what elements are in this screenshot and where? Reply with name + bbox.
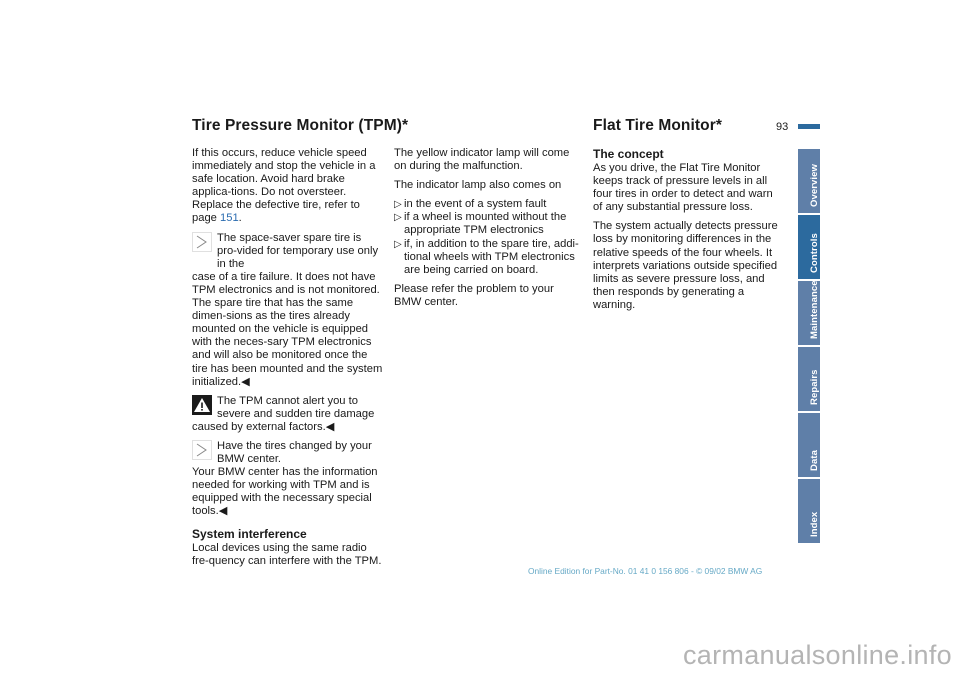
bullet-arrow-icon: ▷ [394, 212, 402, 224]
tab-data[interactable]: Data [798, 413, 820, 477]
page-heading-flat-tire: Flat Tire Monitor* [593, 117, 722, 134]
note-spare-tire-head: The space-saver spare tire is pro-vided for temporary use only in the [217, 231, 379, 270]
heading-the-concept: The concept [593, 147, 664, 161]
bullet-arrow-icon: ▷ [394, 238, 402, 250]
page-number-bar [798, 124, 820, 129]
paragraph-reduce-speed: If this occurs, reduce vehicle speed immediately and stop the vehicle in a safe location. Avoid hard brake applica-tions. Do not oversteer. Replace the defective tire, refer to page 151. [192, 147, 376, 225]
column-1 [192, 147, 384, 574]
note-tire-change-head: Have the tires changed by your BMW center. [217, 439, 372, 466]
footer-edition: Online Edition for Part-No. 01 41 0 156 806 - © 09/02 BMW AG [528, 566, 763, 576]
column-3 [593, 147, 785, 318]
heading-system-interference: System interference [192, 526, 307, 541]
note-spare-tire-body: case of a tire failure. It does not have TPM electronics and is not monitored. The spare tire that has the same dimen-sions as the tires already mounted on the vehicle is equipped with the neces-sary TPM electronics and will also be monitored once the tire has been mounted and the system initialized.◀ [192, 270, 383, 388]
bullet-arrow-icon: ▷ [394, 199, 402, 211]
paragraph-yellow-lamp: The yellow indicator lamp will come on during the malfunction. [394, 147, 570, 173]
warning-tpm-body: caused by external factors.◀ [192, 420, 335, 433]
paragraph-lamp-comes-on: The indicator lamp also comes on [394, 179, 562, 192]
tab-overview[interactable]: Overview [798, 149, 820, 213]
tab-controls[interactable]: Controls [798, 215, 820, 279]
list-item: ▷ if, in addition to the spare tire, addi-tional wheels with TPM electronics are being carried on board. [394, 237, 579, 276]
note-tire-change-body: Your BMW center has the information needed for working with TPM and is equipped with the necessary special tools.◀ [192, 466, 378, 518]
page-heading-tpm: Tire Pressure Monitor (TPM)* [192, 117, 409, 134]
page-number: 93 [776, 121, 789, 133]
paragraph-refer-problem: Please refer the problem to your BMW center. [394, 282, 554, 308]
tab-maintenance[interactable]: Maintenance [798, 281, 820, 345]
warning-tpm-alert [192, 395, 384, 434]
bullet-list [394, 198, 582, 277]
note-spare-tire [192, 232, 384, 389]
list-item: ▷ if a wheel is mounted without the appropriate TPM electronics [394, 211, 567, 237]
tab-index[interactable]: Index [798, 479, 820, 543]
page-link-151[interactable]: 151 [220, 212, 239, 225]
paragraph-interference: Local devices using the same radio fre-quency can interfere with the TPM. [192, 541, 382, 567]
note-arrow-icon [192, 440, 212, 460]
paragraph-concept-2: The system actually detects pressure loss by monitoring differences in the relative speeds of the four wheels. It interprets variations outside specified limits as severe pressure loss, and then responds by generating a warning. [593, 220, 778, 311]
warning-tpm-head: The TPM cannot alert you to severe and sudden tire damage [217, 394, 375, 420]
list-item: ▷ in the event of a system fault [394, 198, 547, 211]
tab-repairs[interactable]: Repairs [798, 347, 820, 411]
column-2 [394, 147, 582, 315]
warning-triangle-icon [192, 395, 212, 415]
watermark: carmanualsonline.info [683, 640, 952, 670]
note-tire-change [192, 440, 384, 519]
note-arrow-icon [192, 232, 212, 252]
paragraph-concept-1: As you drive, the Flat Tire Monitor keeps track of pressure levels in all four tires in order to detect and warn of any substantial pressure loss. [593, 162, 773, 214]
